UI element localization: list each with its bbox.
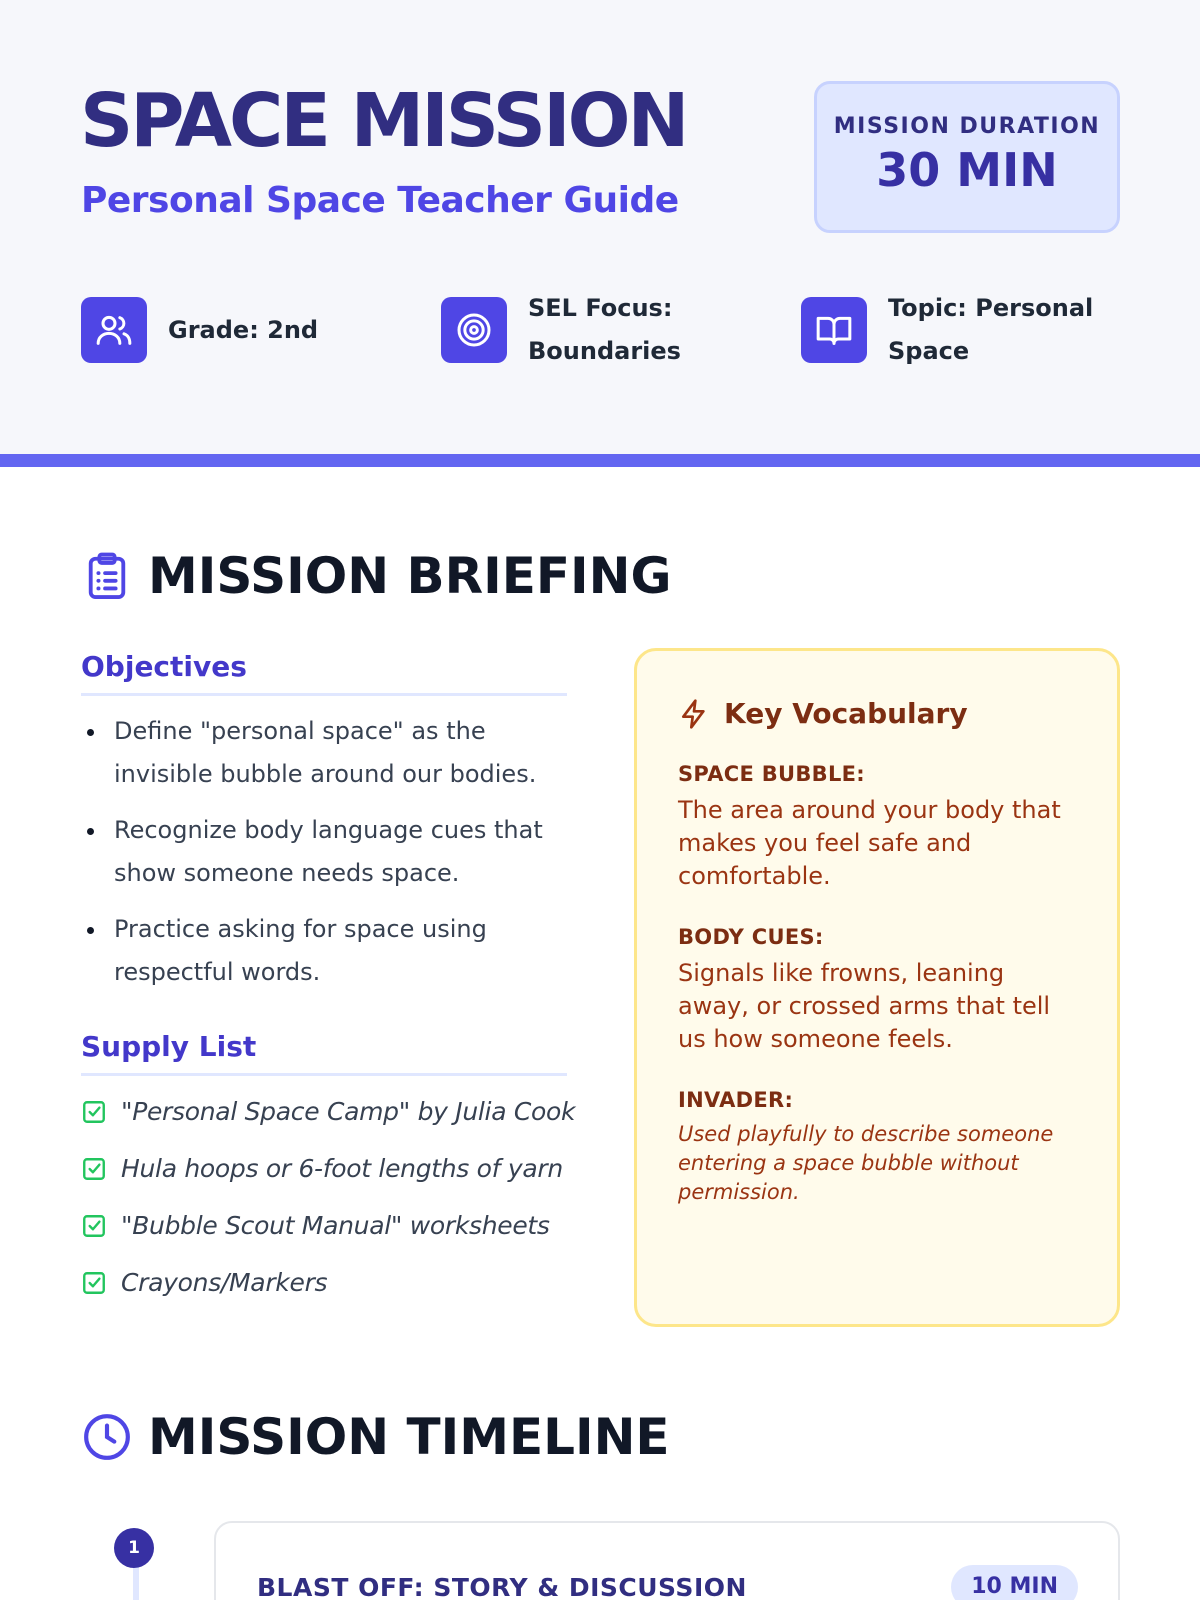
list-item: Recognize body language cues that show someone needs space. bbox=[81, 809, 567, 895]
list-item bbox=[81, 1204, 567, 1247]
clock-icon bbox=[82, 1410, 132, 1464]
vocab-term: BODY CUES: bbox=[678, 925, 824, 949]
vocabulary-heading bbox=[678, 697, 1077, 730]
meta-sel-line1: SEL Focus: bbox=[528, 294, 673, 322]
duration-value: 30 MIN bbox=[876, 143, 1058, 197]
supply-list-heading: Supply List bbox=[81, 1030, 567, 1076]
meta-topic-line2: Space bbox=[888, 337, 970, 365]
briefing-heading bbox=[82, 546, 672, 606]
mission-duration-card bbox=[814, 81, 1120, 233]
meta-grade bbox=[81, 297, 381, 367]
meta-grade-text: Grade: 2nd bbox=[168, 316, 319, 344]
vocab-definition: Used playfully to describe someone entering a space bubble without permission. bbox=[678, 1122, 1054, 1204]
timeline-step-card bbox=[214, 1521, 1120, 1600]
meta-sel-focus bbox=[441, 294, 741, 367]
vocab-definition: Signals like frowns, leaning away, or crossed arms that tell us how someone feels. bbox=[678, 959, 1051, 1053]
objectives-heading: Objectives bbox=[81, 650, 567, 696]
meta-topic-line1: Topic: Personal bbox=[888, 294, 1094, 322]
users-icon bbox=[81, 297, 147, 363]
timeline-step-number: 1 bbox=[114, 1528, 154, 1568]
objectives-list bbox=[81, 710, 567, 994]
list-item: Practice asking for space using respectful words. bbox=[81, 908, 567, 994]
meta-sel-line2: Boundaries bbox=[528, 337, 681, 365]
book-open-icon bbox=[801, 297, 867, 363]
timeline-duration-badge: 10 MIN bbox=[951, 1565, 1078, 1600]
briefing-left-column bbox=[81, 650, 576, 1318]
header bbox=[0, 0, 1200, 454]
clipboard-list-icon bbox=[82, 549, 132, 603]
check-square-icon bbox=[81, 1156, 107, 1182]
target-icon bbox=[441, 297, 507, 363]
key-vocabulary-card bbox=[634, 648, 1120, 1327]
timeline-step-title: BLAST OFF: STORY & DISCUSSION bbox=[257, 1573, 747, 1600]
check-square-icon bbox=[81, 1270, 107, 1296]
meta-sel-text bbox=[528, 287, 681, 373]
page-subtitle: Personal Space Teacher Guide bbox=[81, 180, 679, 221]
meta-topic bbox=[801, 294, 1121, 367]
timeline-heading bbox=[82, 1407, 670, 1467]
check-square-icon bbox=[81, 1099, 107, 1125]
supply-item-text: Crayons/Markers bbox=[121, 1268, 328, 1297]
check-square-icon bbox=[81, 1213, 107, 1239]
page-title: SPACE MISSION bbox=[80, 78, 687, 164]
supply-item-text: "Bubble Scout Manual" worksheets bbox=[121, 1211, 550, 1240]
vocabulary-heading-text: Key Vocabulary bbox=[724, 697, 968, 730]
supply-item-text: "Personal Space Camp" by Julia Cook bbox=[121, 1097, 576, 1126]
list-item bbox=[81, 1090, 576, 1133]
duration-label: MISSION DURATION bbox=[833, 114, 1101, 139]
list-item bbox=[81, 1261, 567, 1304]
timeline-title: MISSION TIMELINE bbox=[148, 1408, 670, 1466]
supply-item-text: Hula hoops or 6-foot lengths of yarn bbox=[121, 1154, 563, 1183]
header-divider-bar bbox=[0, 454, 1200, 467]
list-item bbox=[81, 1147, 567, 1190]
supply-list bbox=[81, 1090, 576, 1304]
lightning-icon bbox=[678, 698, 710, 730]
briefing-title: MISSION BRIEFING bbox=[148, 547, 672, 605]
meta-topic-text bbox=[888, 287, 1093, 373]
vocab-term: INVADER: bbox=[678, 1088, 794, 1112]
vocab-definition: The area around your body that makes you feel safe and comfortable. bbox=[678, 796, 1061, 890]
vocab-term: SPACE BUBBLE: bbox=[678, 762, 866, 786]
list-item: Define "personal space" as the invisible bubble around our bodies. bbox=[81, 710, 567, 796]
